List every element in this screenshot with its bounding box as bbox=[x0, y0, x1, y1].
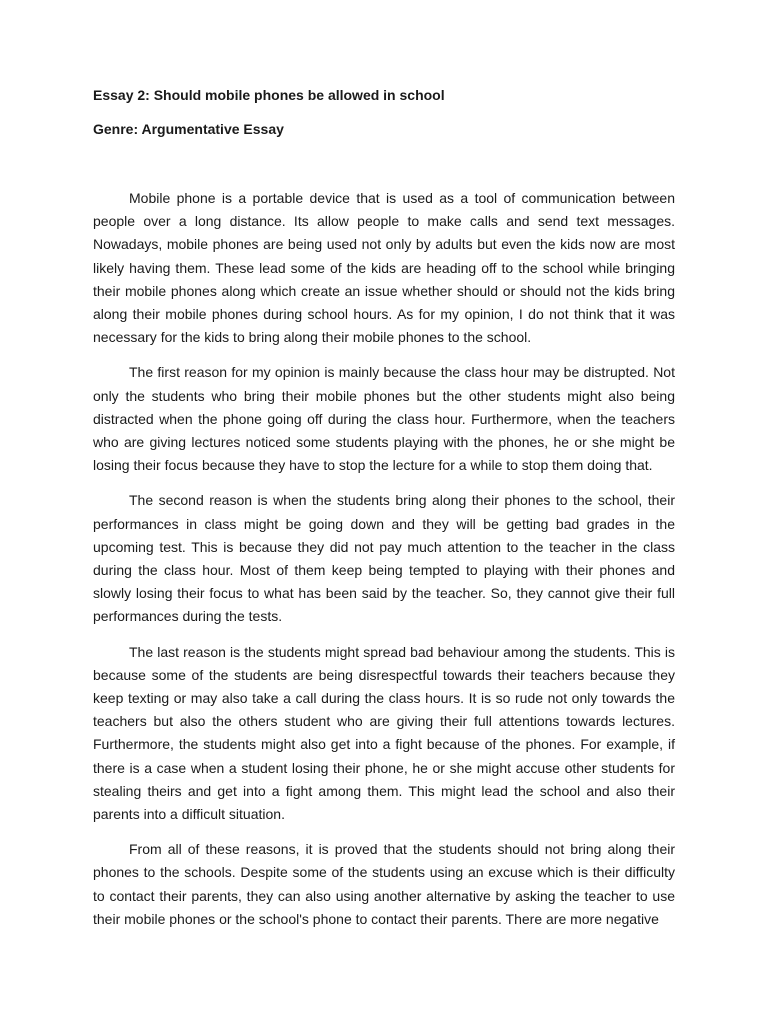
paragraph-introduction: Mobile phone is a portable device that is used as a tool of communication between people over a long distance. Its allow people to make calls and send text messages. Nowadays, mobile phones are being used not only by adults but even the kids now are most likely having them. These lead some of the kids are heading off to the school while bringing their mobile phones along which create an issue whether should or should not the kids bring along their mobile phones during school hours. As for my opinion, I do not think that it was necessary for the kids to bring along their mobile phones to the school. bbox=[93, 190, 675, 346]
paragraph-conclusion: From all of these reasons, it is proved that the students should not bring along their phones to the schools. Despite some of the students using an excuse which is their difficulty to contact their parents, they can also using another alternative by asking the teacher to use their mobile phones or the school's phone to contact their parents. There are more negative bbox=[93, 841, 675, 927]
paragraph-first-reason: The first reason for my opinion is mainly because the class hour may be distrupted. Not only the students who bring their mobile phones but the other students might also being distracted when the phone going off during the class hour. Furthermore, when the teachers who are giving lectures noticed some students playing with the phones, he or she might be losing their focus because they have to stop the lecture for a while to stop them doing that. bbox=[93, 364, 675, 474]
essay-title: Essay 2: Should mobile phones be allowed in school bbox=[93, 87, 445, 103]
essay-genre: Genre: Argumentative Essay bbox=[93, 121, 284, 137]
essay-body bbox=[93, 187, 675, 943]
paragraph-last-reason: The last reason is the students might spread bad behaviour among the students. This is because some of the students are being disrespectful towards their teachers because they keep texting or may also take a call during the class hours. It is so rude not only towards the teachers but also the others student who are giving their full attentions towards lectures. Furthermore, the students might also get into a fight because of the phones. For example, if there is a case when a student losing their phone, he or she might accuse other students for stealing theirs and get into a fight among them. This might lead the school and also their parents into a difficult situation. bbox=[93, 643, 675, 823]
paragraph-second-reason: The second reason is when the students bring along their phones to the school, their performances in class might be going down and they will be getting bad grades in the upcoming test. This is because they did not pay much attention to the teacher in the class during the class hour. Most of them keep being tempted to playing with their phones and slowly losing their focus to what has been said by the teacher. So, they cannot give their full performances during the tests. bbox=[93, 492, 675, 625]
